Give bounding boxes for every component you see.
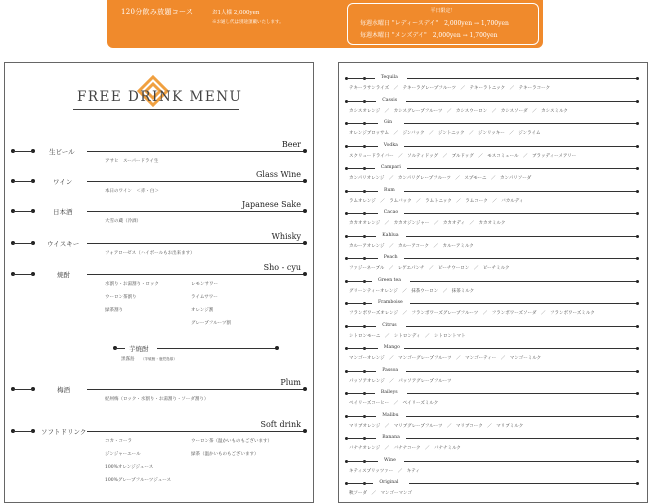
category-sake xyxy=(5,200,313,233)
bullet-dot xyxy=(636,77,639,80)
drink-item: 緑茶（温かいものもございます） xyxy=(191,452,259,457)
liqueur-items: マリブオレンジ ／ マリブグレープフルーツ ／ マリブコーク ／ マリブミルク xyxy=(349,423,524,429)
liqueur-menu-panel xyxy=(338,62,648,503)
liqueur-items: グリーンティーオレンジ ／ 抹茶ウーロン ／ 抹茶ミルク xyxy=(349,288,475,294)
liqueur-section xyxy=(339,143,647,165)
liqueur-name: Tequila xyxy=(380,75,398,80)
title-underline xyxy=(73,109,239,110)
category-imo-shochu xyxy=(5,340,313,370)
bullet-dot xyxy=(636,392,639,395)
bullet-dot xyxy=(636,370,639,373)
divider-line xyxy=(347,236,376,237)
liqueur-items: オレンジブロッサム ／ ジンバック ／ ジントニック ／ ジンリッキー ／ ジンライム xyxy=(349,131,541,136)
divider-line xyxy=(347,303,372,304)
liqueur-items: テキーラサンライズ ／ テキーラグレープフルーツ ／ テキーラトニック ／ テキーラコーク xyxy=(349,86,551,91)
drink-item: 大雪の蔵（冷酒） xyxy=(105,219,141,224)
liqueur-section xyxy=(339,480,647,502)
liqueur-section xyxy=(339,210,647,232)
liqueur-section xyxy=(339,120,647,142)
drink-item: 100%グレープフルーツジュース xyxy=(105,478,171,483)
divider-line xyxy=(347,348,378,349)
category-name-en: Plum xyxy=(280,378,301,387)
divider-line xyxy=(404,123,637,124)
category-beer xyxy=(5,140,313,173)
liqueur-items: カシスオレンジ ／ カシスグレープフルーツ ／ カシスウーロン ／ カシスソーダ ／ カシスミルク xyxy=(349,108,568,114)
drink-item: フォアローゼス（ハイボールもお出来ます） xyxy=(105,251,195,256)
category-name-jp: 生ビール xyxy=(49,148,75,156)
bullet-dot xyxy=(636,347,639,350)
liqueur-items: ファジーネーブル ／ レゲエパンチ ／ ピーチウーロン ／ ピーチミルク xyxy=(349,266,510,271)
liqueur-items: ベイリーズコーヒー ／ ベイリーズミルク xyxy=(349,401,439,406)
category-wine xyxy=(5,170,313,203)
divider-line xyxy=(347,393,375,394)
liqueur-items: フランボワーズオレンジ ／ フランボワーズグレープフルーツ ／ フランボワーズソーダ ／ フランボワーズミルク xyxy=(349,311,595,316)
liqueur-section xyxy=(339,323,647,345)
drink-item: 本日のワイン ＜赤・白＞ xyxy=(105,189,159,194)
liqueur-name: Mango xyxy=(383,345,400,350)
liqueur-section xyxy=(339,255,647,277)
divider-line xyxy=(404,146,637,147)
category-name-jp: 日本酒 xyxy=(53,208,73,216)
liqueur-items: シトロンモーニ ／ シトロンディ ／ シトロントマト xyxy=(349,333,466,339)
liqueur-section xyxy=(339,435,647,457)
bullet-dot xyxy=(636,145,639,148)
category-plum xyxy=(5,378,313,411)
divider-line xyxy=(407,393,637,394)
course-price: お1人様 2,000yen xyxy=(212,10,260,16)
drink-item: ウーロン茶割り xyxy=(105,295,137,300)
liqueur-items: スクリュードライバー ／ ソルティドッグ ／ ブルドッグ ／ モスコミュール ／ ブラッディーメアリー xyxy=(349,153,577,159)
promo-title: 平日限定！ xyxy=(430,8,456,14)
category-name-en: Japanese Sake xyxy=(242,200,301,209)
divider-line xyxy=(406,371,637,372)
weekday-promo-box xyxy=(347,3,539,45)
divider-line xyxy=(347,213,378,214)
promo-banner xyxy=(107,0,543,48)
divider-line xyxy=(406,416,637,417)
divider-line xyxy=(347,258,378,259)
liqueur-name: Baileys xyxy=(380,390,398,395)
bullet-dot xyxy=(636,100,639,103)
liqueur-section xyxy=(339,233,647,255)
liqueur-section xyxy=(339,390,647,412)
liqueur-name: Kahlua xyxy=(382,232,399,238)
divider-line xyxy=(406,236,637,237)
divider-line xyxy=(407,78,637,79)
bullet-dot xyxy=(636,437,639,440)
divider-line xyxy=(404,258,637,259)
divider-line xyxy=(347,191,378,192)
liqueur-name: Green tea xyxy=(377,277,401,283)
liqueur-name: Rum xyxy=(384,187,395,193)
liqueur-name: Vodka xyxy=(383,142,398,148)
liqueur-name: Campari xyxy=(380,165,401,170)
liqueur-name: Cacao xyxy=(383,210,399,215)
liqueur-section xyxy=(339,413,647,435)
category-name-jp: 芋焼酎 xyxy=(129,345,149,353)
category-name-en: Sho - cyu xyxy=(263,263,301,272)
divider-line xyxy=(347,78,375,79)
drink-item-note: （芋焼酎・鹿児島県） xyxy=(141,356,177,361)
divider-line xyxy=(347,326,376,327)
liqueur-name: Banana xyxy=(382,435,400,440)
bullet-dot xyxy=(636,460,639,463)
liqueur-items: カンパリオレンジ ／ カンパリグレープフルーツ ／ スプモーニ ／ カンパリソーダ xyxy=(349,176,532,181)
divider-line xyxy=(404,213,637,214)
liqueur-section xyxy=(339,188,647,210)
liqueur-section xyxy=(339,300,647,322)
category-name-en: Soft drink xyxy=(260,420,301,429)
liqueur-section xyxy=(339,345,647,367)
divider-line xyxy=(404,461,637,462)
divider-line xyxy=(347,146,378,147)
drink-item: 100%オレンジジュース xyxy=(105,465,154,470)
drink-item: 水割り・お湯割り・ロック xyxy=(105,282,159,287)
drink-item: ジンジャーエール xyxy=(105,452,141,457)
divider-line xyxy=(347,281,372,282)
bullet-dot xyxy=(636,482,639,485)
drink-item: ライムサワー xyxy=(191,295,218,300)
drink-item: アサヒ スーパードライ生 xyxy=(105,159,159,164)
divider-line xyxy=(410,281,637,282)
liqueur-name: Cassis xyxy=(382,97,398,103)
drink-item: オレンジ割 xyxy=(191,308,214,313)
drink-item: 紀州梅（ロック・水割り・お湯割り・ソーダ割り） xyxy=(105,397,209,402)
category-soft-drink xyxy=(5,420,313,501)
bullet-dot xyxy=(636,415,639,418)
category-name-en: Glass Wine xyxy=(256,170,301,179)
bullet-dot xyxy=(636,280,639,283)
category-name-en: Beer xyxy=(281,140,301,149)
course-title: 120分飲み放題コース xyxy=(121,8,194,16)
liqueur-section xyxy=(339,458,647,480)
liqueur-items: 秋ソーダ ／ マンゴーマンゴ xyxy=(349,491,412,496)
category-name-jp: ウイスキー xyxy=(47,240,80,248)
bullet-dot xyxy=(636,190,639,193)
course-note: ※お通し代は別途頂戴いたします。 xyxy=(212,20,284,25)
menu-title: FREE DRINK MENU xyxy=(77,89,243,105)
divider-line xyxy=(347,168,375,169)
category-name-jp: ソフトドリンク xyxy=(41,428,87,436)
bullet-dot xyxy=(636,122,639,125)
divider-line xyxy=(406,101,637,102)
liqueur-section xyxy=(339,278,647,300)
liqueur-name: Passoa xyxy=(382,367,399,373)
divider-line xyxy=(347,101,376,102)
liqueur-items: ラムオレンジ ／ ラムバック ／ ラムトニック ／ ラムコーク ／ バカルディ xyxy=(349,198,524,204)
bullet-dot xyxy=(636,167,639,170)
category-name-en: Whisky xyxy=(271,232,301,241)
drink-item: レモンサワー xyxy=(191,282,218,287)
liqueur-items: マンゴーオレンジ ／ マンゴーグレープフルーツ ／ マンゴーティー ／ マンゴーミルク xyxy=(349,356,542,361)
category-whisky xyxy=(5,232,313,265)
drink-item: ウーロン茶（温かいものもございます） xyxy=(191,439,272,444)
category-shochu xyxy=(5,263,313,336)
divider-line xyxy=(406,326,637,327)
divider-line xyxy=(347,371,376,372)
divider-line xyxy=(347,438,376,439)
divider-line xyxy=(404,348,637,349)
drink-item: 緑茶割り xyxy=(105,308,123,313)
category-name-jp: 焼酎 xyxy=(57,271,70,279)
liqueur-items: キティスプリッツァー ／ キティ xyxy=(349,468,420,474)
liqueur-name: Original xyxy=(379,480,399,485)
liqueur-items: バナナオレンジ ／ バナナコーク ／ バナナミルク xyxy=(349,446,461,451)
bullet-dot xyxy=(636,325,639,328)
divider-line xyxy=(347,461,378,462)
divider-line xyxy=(404,191,637,192)
divider-line xyxy=(409,483,637,484)
divider-line xyxy=(347,416,376,417)
liqueur-name: Framboise xyxy=(377,300,403,305)
category-name-jp: 梅酒 xyxy=(57,386,70,394)
liqueur-name: Wine xyxy=(384,457,396,463)
liqueur-section xyxy=(339,368,647,390)
divider-line xyxy=(347,483,373,484)
liqueur-section xyxy=(339,165,647,187)
liqueur-name: Peach xyxy=(383,255,398,260)
bullet-dot xyxy=(636,302,639,305)
liqueur-name: Malibu xyxy=(382,412,399,418)
liqueur-items: カルーアオレンジ ／ カルーアコーク ／ カルーアミルク xyxy=(349,243,474,249)
mens-day-text: 毎週木曜日 "メンズデイ" 2,000yen → 1,700yen xyxy=(360,32,498,39)
divider-line xyxy=(407,168,637,169)
bullet-dot xyxy=(636,212,639,215)
liqueur-name: Gin xyxy=(384,120,393,125)
bullet-dot xyxy=(636,235,639,238)
ladies-day-text: 毎週水曜日 "レディースデイ" 2,000yen → 1,700yen xyxy=(360,20,509,27)
bullet-dot xyxy=(636,257,639,260)
divider-line xyxy=(347,123,378,124)
liqueur-items: カカオオレンジ ／ カカオジンジャー ／ カカオディ ／ カカオミルク xyxy=(349,221,506,226)
drink-item: グレープフルーツ割 xyxy=(191,321,231,326)
liqueur-name: Citrus xyxy=(382,322,397,328)
liqueur-items: パッソアオレンジ ／ パッソアグレープフルーツ xyxy=(349,378,452,384)
drink-item: 黒霧島 xyxy=(121,357,135,362)
liqueur-section xyxy=(339,98,647,120)
category-name-jp: ワイン xyxy=(53,178,73,186)
liqueur-section xyxy=(339,75,647,97)
drink-item: コカ・コーラ xyxy=(105,439,132,444)
divider-line xyxy=(410,303,637,304)
free-drink-menu-panel xyxy=(4,62,314,503)
divider-line xyxy=(406,438,637,439)
